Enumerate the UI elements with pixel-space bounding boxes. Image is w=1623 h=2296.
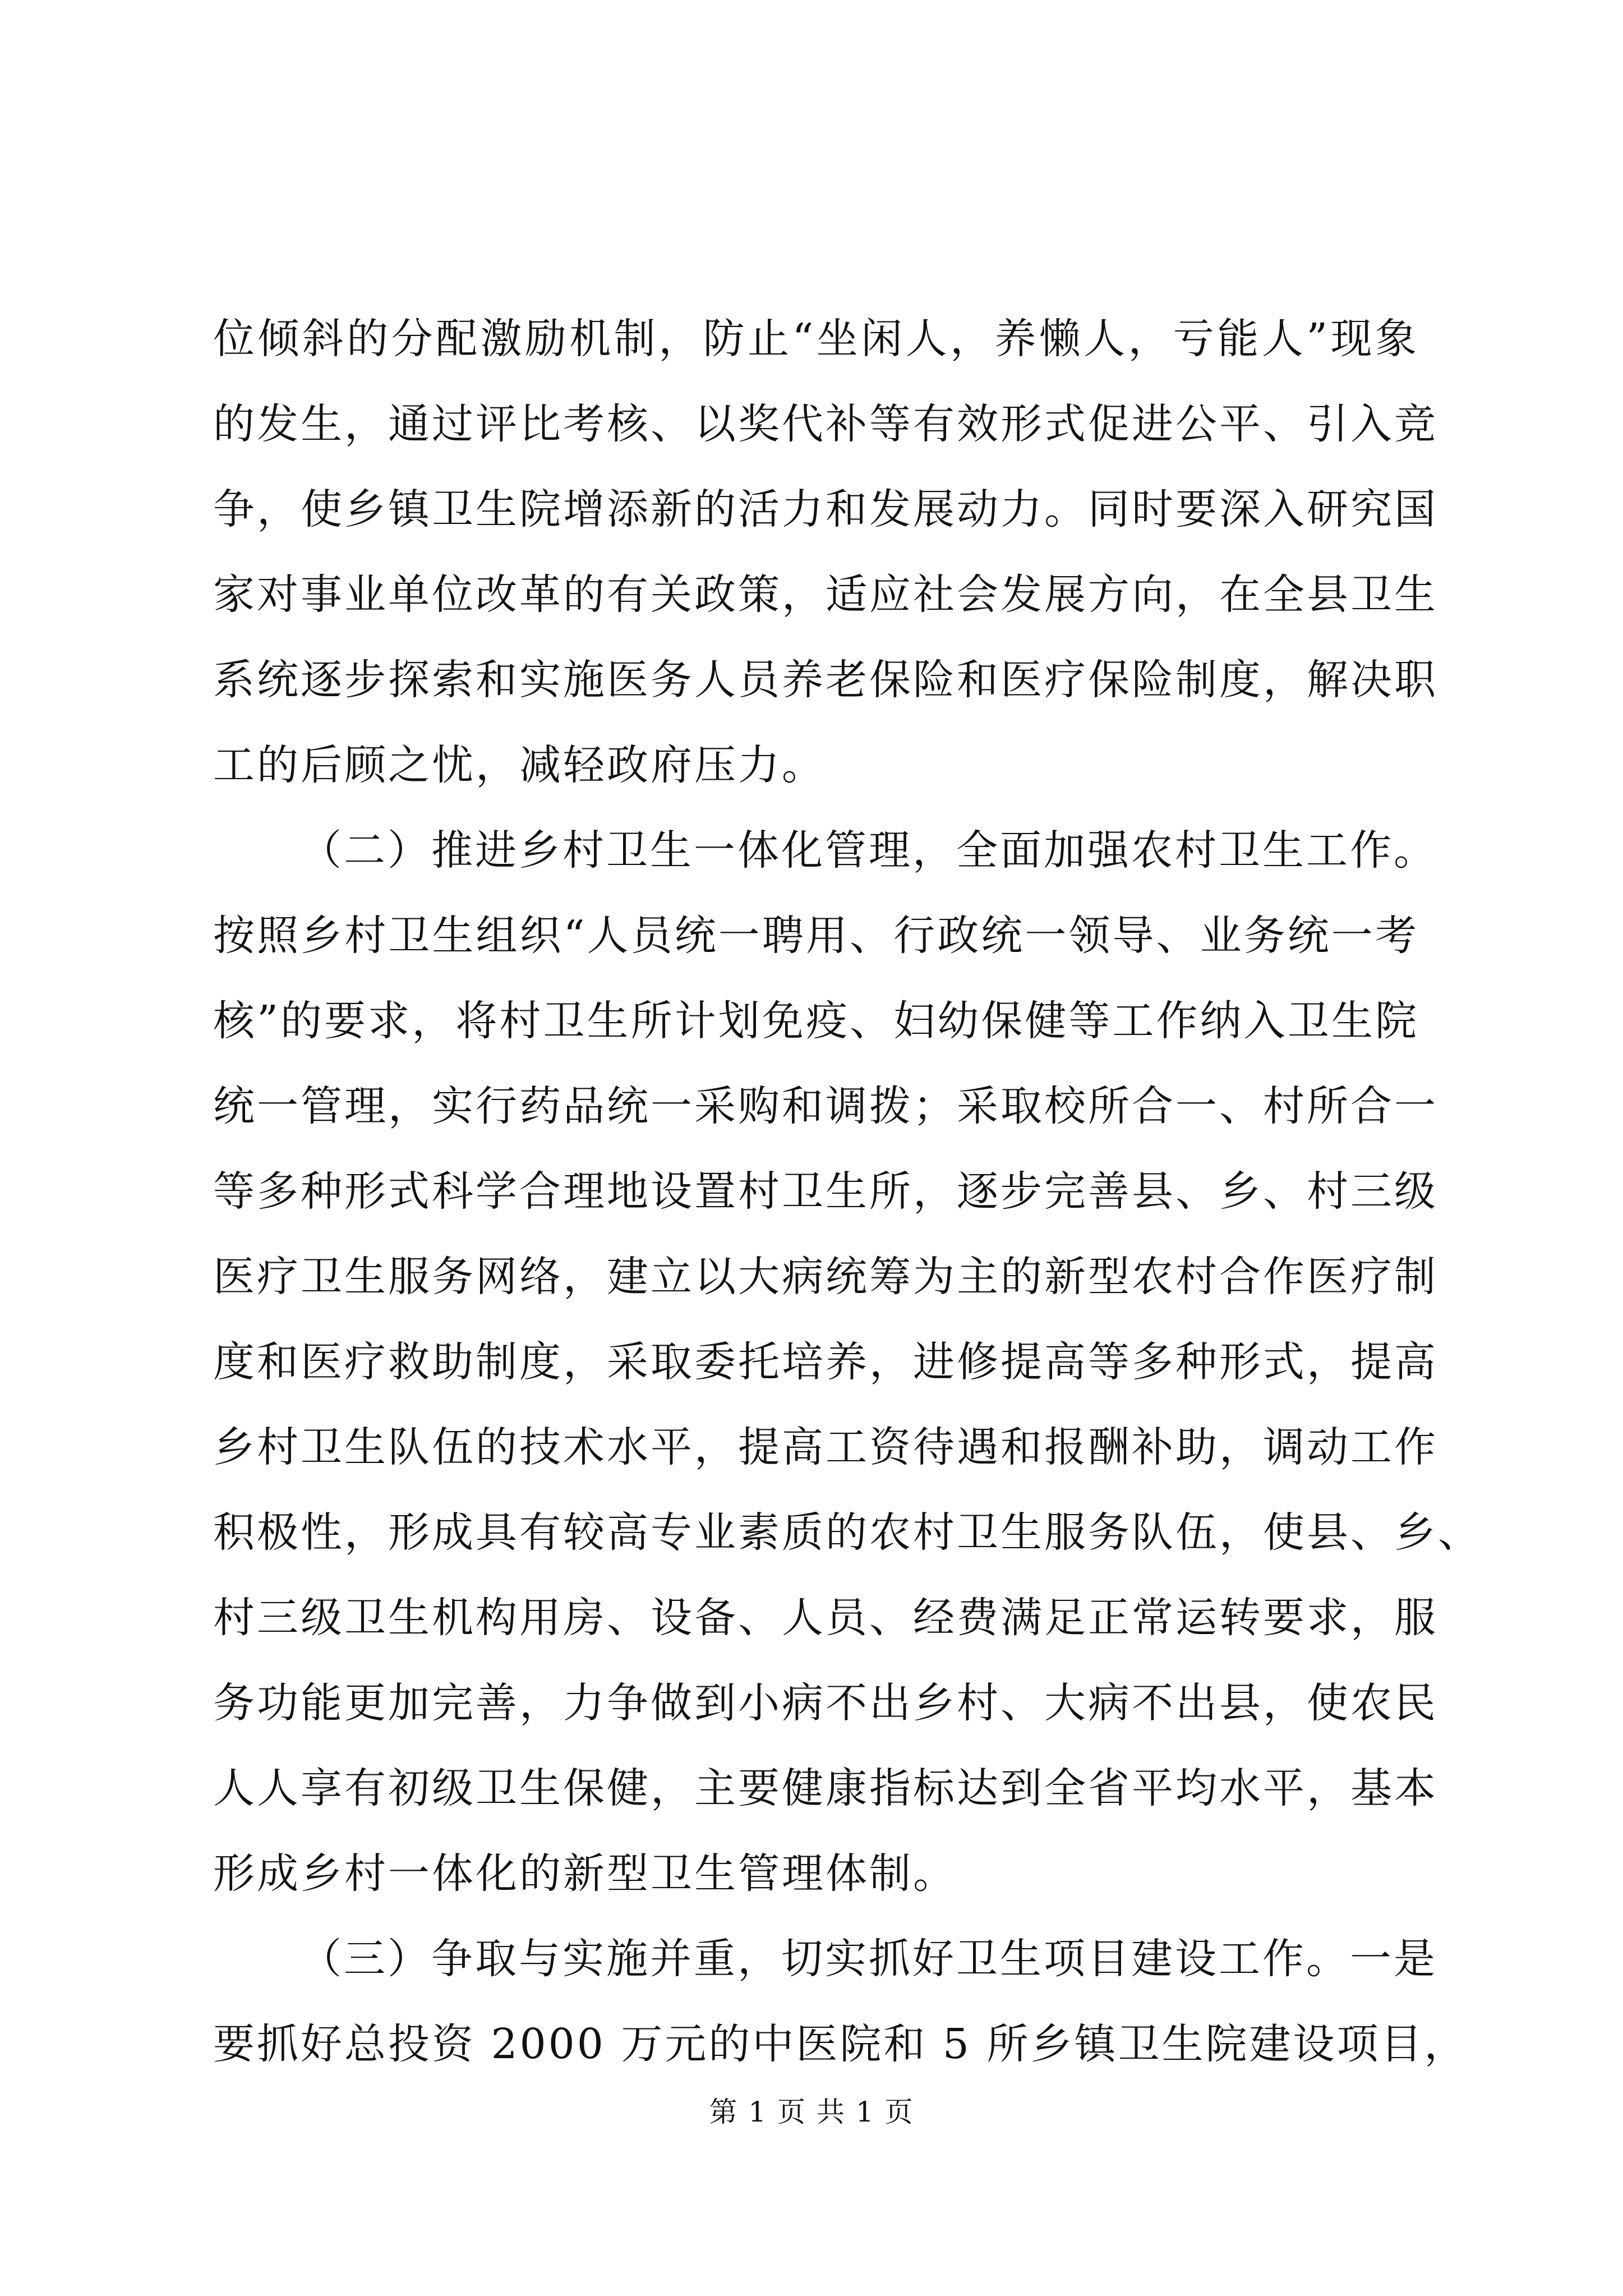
text-line: 村三级卫生机构用房、设备、人员、经费满足正常运转要求，服 xyxy=(213,1594,1438,1642)
page-footer xyxy=(0,2090,1623,2130)
text-line: 核”的要求，将村卫生所计划免疫、妇幼保健等工作纳入卫生院 xyxy=(213,997,1419,1045)
text-line: 要抓好总投资 2000 万元的中医院和 5 所乡镇卫生院建设项目， xyxy=(213,2020,1468,2068)
body-text xyxy=(213,296,1482,2087)
text-line: 人人享有初级卫生保健，主要健康指标达到全省平均水平，基本 xyxy=(213,1764,1438,1812)
text-line: 乡村卫生队伍的技术水平，提高工资待遇和报酬补助，调动工作 xyxy=(213,1423,1438,1471)
text-line: 位倾斜的分配激励机制，防止“坐闲人，养懒人，亏能人”现象 xyxy=(213,315,1419,363)
text-line: 按照乡村卫生组织“人员统一聘用、行政统一领导、业务统一考 xyxy=(213,912,1419,960)
text-line: 度和医疗救助制度，采取委托培养，进修提高等多种形式，提高 xyxy=(213,1338,1438,1386)
text-line: 形成乡村一体化的新型卫生管理体制。 xyxy=(213,1849,957,1898)
text-line: 统一管理，实行药品统一采购和调拨；采取校所合一、村所合一 xyxy=(213,1082,1438,1130)
section-heading-line: （三）争取与实施并重，切实抓好卫生项目建设工作。一是 xyxy=(300,1935,1437,1983)
section-heading-line: （二）推进乡村卫生一体化管理，全面加强农村卫生工作。 xyxy=(300,826,1437,875)
page-number-label: 第 1 页 共 1 页 xyxy=(709,2096,914,2128)
text-line: 的发生，通过评比考核、以奖代补等有效形式促进公平、引入竞 xyxy=(213,400,1438,448)
text-line: 积极性，形成具有较高专业素质的农村卫生服务队伍，使县、乡、 xyxy=(213,1508,1482,1557)
text-line: 系统逐步探索和实施医务人员养老保险和医疗保险制度，解决职 xyxy=(213,656,1438,704)
text-line: 务功能更加完善，力争做到小病不出乡村、大病不出县，使农民 xyxy=(213,1679,1438,1727)
text-line: 家对事业单位改革的有关政策，适应社会发展方向，在全县卫生 xyxy=(213,570,1438,619)
text-line: 医疗卫生服务网络，建立以大病统筹为主的新型农村合作医疗制 xyxy=(213,1253,1438,1301)
text-line: 等多种形式科学合理地设置村卫生所，逐步完善县、乡、村三级 xyxy=(213,1167,1438,1216)
text-line: 争，使乡镇卫生院增添新的活力和发展动力。同时要深入研究国 xyxy=(213,485,1438,533)
text-line: 工的后顾之忧，减轻政府压力。 xyxy=(213,741,826,789)
